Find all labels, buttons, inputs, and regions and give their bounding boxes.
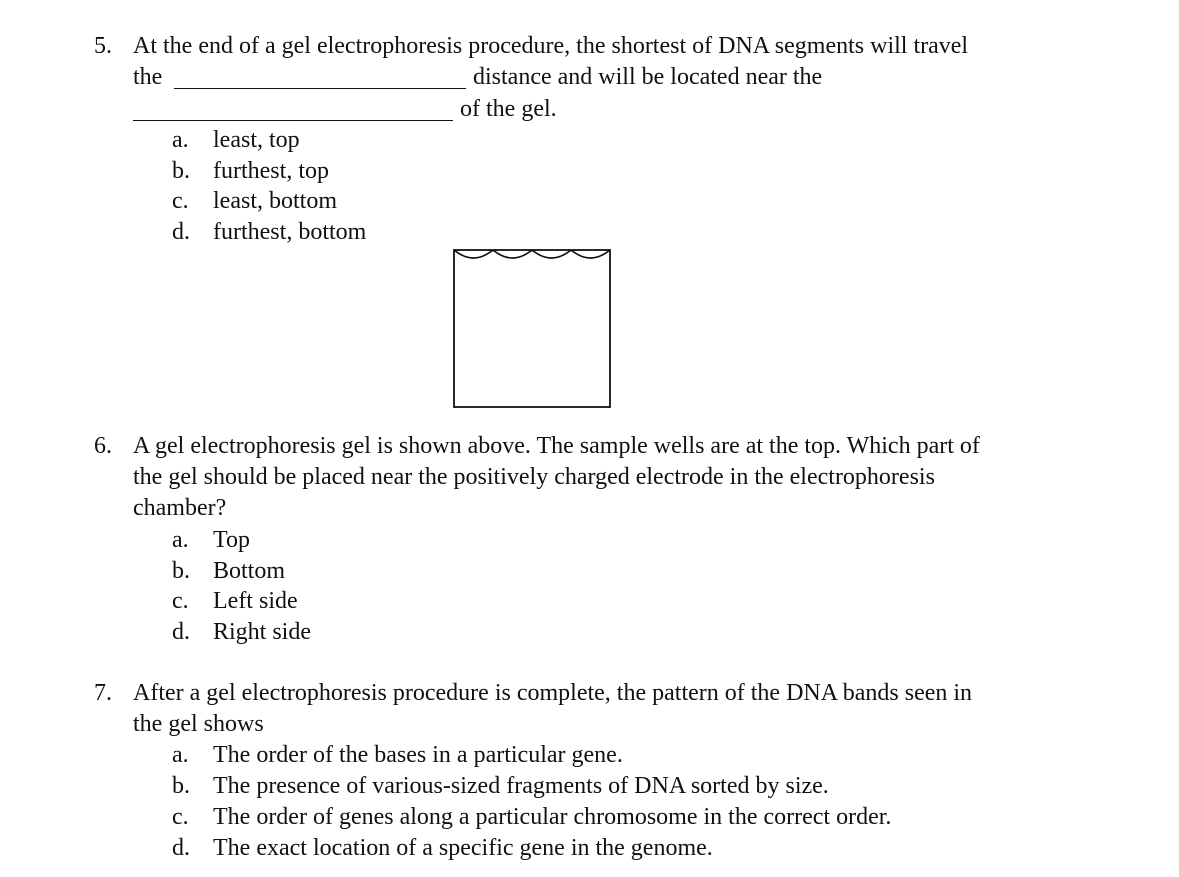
gel-outline <box>454 250 610 407</box>
question-7-option-d-letter: d. <box>172 835 190 861</box>
question-5-option-a-letter: a. <box>172 127 189 153</box>
question-7-number: 7. <box>94 680 112 706</box>
question-5-text-line-2-suffix: distance and will be located near the <box>473 64 823 90</box>
answer-blank-1 <box>174 88 466 89</box>
question-7-option-a-text: The order of the bases in a particular gene. <box>213 742 623 768</box>
question-6-option-c-letter: c. <box>172 588 189 614</box>
gel-diagram <box>450 244 616 412</box>
question-5-text-line-2-prefix: the <box>133 64 163 90</box>
question-5-option-c-letter: c. <box>172 188 189 214</box>
question-6-option-b-letter: b. <box>172 558 190 584</box>
question-6-option-c-text: Left side <box>213 588 298 614</box>
question-7-text-line-1: After a gel electrophoresis procedure is complete, the pattern of the DNA bands seen in <box>133 680 973 706</box>
question-6-option-d-letter: d. <box>172 619 190 645</box>
question-6-option-d-text: Right side <box>213 619 312 645</box>
question-7-text-line-2: the gel shows <box>133 711 264 737</box>
question-5-option-b-letter: b. <box>172 158 190 184</box>
question-6-option-a-letter: a. <box>172 527 189 553</box>
question-6-number: 6. <box>94 433 112 459</box>
question-5-text-line-3-suffix: of the gel. <box>460 96 557 122</box>
question-6-option-a-text: Top <box>213 527 250 553</box>
question-7-option-a-letter: a. <box>172 742 189 768</box>
question-5-option-a-text: least, top <box>213 127 300 153</box>
question-5-text-line-1: At the end of a gel electrophoresis procedure, the shortest of DNA segments will travel <box>133 33 969 59</box>
answer-blank-2 <box>133 120 453 121</box>
sample-wells <box>454 250 610 258</box>
question-7-option-b-letter: b. <box>172 773 190 799</box>
question-6-text-line-2: the gel should be placed near the positively charged electrode in the electrophoresis <box>133 464 935 490</box>
question-7-option-c-text: The order of genes along a particular chromosome in the correct order. <box>213 804 892 830</box>
question-5-number: 5. <box>94 33 112 59</box>
question-7-option-d-text: The exact location of a specific gene in the genome. <box>213 835 713 861</box>
question-5-option-c-text: least, bottom <box>213 188 337 214</box>
question-6-text-line-1: A gel electrophoresis gel is shown above. The sample wells are at the top. Which part of <box>133 433 980 459</box>
question-6-option-b-text: Bottom <box>213 558 286 584</box>
question-5-option-b-text: furthest, top <box>213 158 329 184</box>
question-5-option-d-text: furthest, bottom <box>213 219 367 245</box>
question-7-option-b-text: The presence of various-sized fragments of DNA sorted by size. <box>213 773 829 799</box>
question-7-option-c-letter: c. <box>172 804 189 830</box>
question-6-text-line-3: chamber? <box>133 495 227 521</box>
question-5-option-d-letter: d. <box>172 219 190 245</box>
